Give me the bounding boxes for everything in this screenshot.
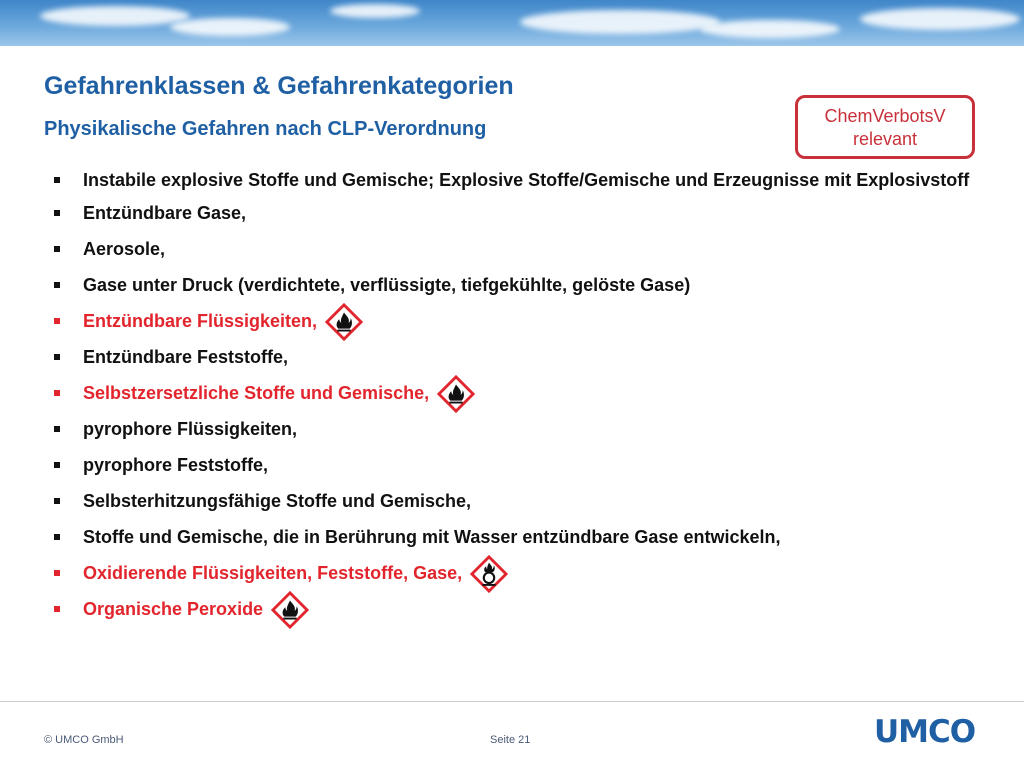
hazard-class-item [52,381,1002,405]
hazard-class-label: Oxidierende Flüssigkeiten, Feststoffe, Gase, [83,563,463,583]
hazard-class-label: Entzündbare Gase, [83,203,247,223]
hazard-class-item [52,237,1002,261]
hazard-class-label: Selbstzersetzliche Stoffe und Gemische, [83,383,430,403]
hazard-class-label: Entzündbare Flüssigkeiten, [83,311,318,331]
bullet-square-icon [54,606,60,612]
hazard-class-label: Gase unter Druck (verdichtete, verflüssigte, tiefgekühlte, gelöste Gase) [83,275,691,295]
bullet-square-icon [54,354,60,360]
flame-pictogram-icon [437,375,475,413]
hazard-class-item [52,417,1002,441]
bullet-square-icon [54,177,60,183]
umco-logo: UMCO [874,714,976,750]
hazard-class-label: Stoffe und Gemische, die in Berührung mit Wasser entzündbare Gase entwickeln, [83,527,781,547]
bullet-square-icon [54,210,60,216]
bullet-square-icon [54,534,60,540]
flame-pictogram-icon [325,303,363,341]
badge-line-1: ChemVerbotsV [824,106,946,126]
page-subtitle: Physikalische Gefahren nach CLP-Verordnung [44,118,487,140]
hazard-class-item [52,309,1002,333]
hazard-class-item [52,489,1002,513]
hazard-class-item [52,168,1002,192]
hazard-class-label: Entzündbare Feststoffe, [83,347,289,367]
badge-line-2: relevant [852,129,918,149]
flame-pictogram-icon [271,591,309,629]
hazard-class-item [52,597,1002,621]
hazard-class-item [52,273,1002,297]
hazard-class-item [52,525,1002,549]
hazard-class-label: Selbsterhitzungsfähige Stoffe und Gemische, [83,491,472,511]
bullet-square-icon [54,318,60,324]
page-number: Seite 21 [490,734,531,746]
bullet-square-icon [54,570,60,576]
copyright-text: © UMCO GmbH [44,734,124,746]
hazard-class-item [52,453,1002,477]
chemverbotsv-badge [795,95,975,159]
footer-divider [0,701,1024,702]
bullet-square-icon [54,498,60,504]
bullet-square-icon [54,462,60,468]
bullet-square-icon [54,390,60,396]
flame-over-circle-pictogram-icon [470,555,508,593]
bullet-square-icon [54,426,60,432]
sky-banner [0,0,1024,46]
bullet-square-icon [54,282,60,288]
hazard-class-label: Organische Peroxide [83,599,264,619]
hazard-class-item [52,201,1002,225]
bullet-square-icon [54,246,60,252]
hazard-class-label: Instabile explosive Stoffe und Gemische; Explosive Stoffe/Gemische und Erzeugnisse mit Explosivstoff [83,170,970,190]
hazard-class-item [52,345,1002,369]
hazard-class-label: pyrophore Flüssigkeiten, [83,419,298,439]
page-title: Gefahrenklassen & Gefahrenkategorien [44,72,514,100]
hazard-class-label: pyrophore Feststoffe, [83,455,269,475]
hazard-class-label: Aerosole, [83,239,166,259]
hazard-class-item [52,561,1002,585]
hazard-class-list [52,168,1002,633]
